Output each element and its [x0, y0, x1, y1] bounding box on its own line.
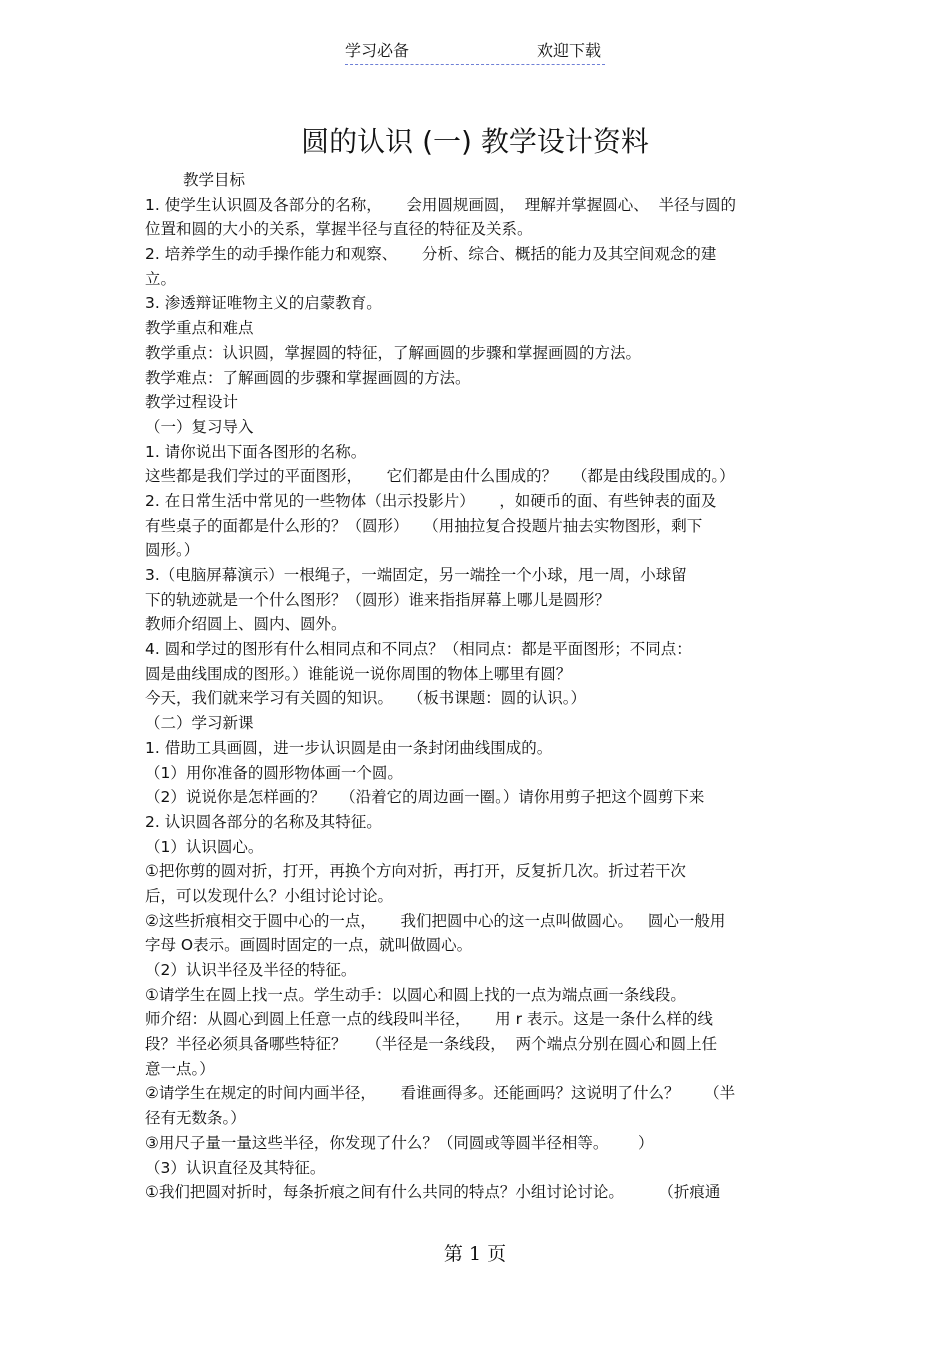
body-line: 后，可以发现什么？小组讨论讨论。 — [145, 886, 394, 905]
body-line: 3. 渗透辩证唯物主义的启蒙教育。 — [145, 294, 382, 313]
body-line: （3）认识直径及其特征。 — [145, 1158, 326, 1177]
body-line: 3.（电脑屏幕演示）一根绳子，一端固定，另一端拴一个小球，甩一周，小球留 — [145, 566, 687, 584]
body-line: （二）学习新课 — [145, 714, 254, 733]
body-line: 1. 请你说出下面各图形的名称。 — [145, 442, 367, 461]
body-line: 字母 O表示。画圆时固定的一点，就叫做圆心。 — [145, 936, 473, 955]
body-line: （2）说说你是怎样画的？ （沿着它的周边画一圈。）请你用剪子把这个圆剪下来 — [145, 788, 705, 807]
body-line: （1）认识圆心。 — [145, 837, 264, 856]
body-line: ③用尺子量一量这些半径，你发现了什么？（同圆或等圆半径相等。 ） — [145, 1133, 654, 1152]
body-line: 教学难点：了解画圆的步骤和掌握画圆的方法。 — [145, 368, 471, 387]
header-left-text: 学习必备 — [345, 41, 410, 60]
body-line: ①把你剪的圆对折，打开，再换个方向对折，再打开，反复折几次。折过若干次 — [145, 862, 686, 881]
body-line: 1. 借助工具画圆，进一步认识圆是由一条封闭曲线围成的。 — [145, 738, 553, 757]
body-line: 圆是曲线围成的图形。）谁能说一说你周围的物体上哪里有圆？ — [145, 664, 572, 683]
body-line: 教学重点：认识圆，掌握圆的特征，了解画圆的步骤和掌握画圆的方法。 — [145, 343, 642, 362]
body-line: 2. 在日常生活中常见的一些物体（出示投影片） ，如硬币的面、有些钟表的面及 — [145, 491, 717, 510]
body-line: 下的轨迹就是一个什么图形？（圆形）谁来指指屏幕上哪儿是圆形？ — [145, 590, 611, 609]
body-line: 立。 — [145, 269, 177, 288]
body-line: 径有无数条。） — [145, 1109, 246, 1128]
body-line: 段？半径必须具备哪些特征？ （半径是一条线段， 两个端点分别在圆心和圆上任 — [145, 1035, 718, 1054]
body-line: ②这些折痕相交于圆中心的一点， 我们把圆中心的这一点叫做圆心。 圆心一般用 — [145, 911, 726, 930]
body-line: 教学过程设计 — [145, 393, 239, 412]
document-title: 圆的认识 (一) 教学设计资料 — [301, 125, 649, 158]
body-line: 意一点。） — [145, 1059, 215, 1078]
body-line: （一）复习导入 — [145, 417, 254, 436]
body-line: 4. 圆和学过的图形有什么相同点和不同点？（相同点：都是平面图形；不同点： — [145, 640, 692, 659]
body-line: （1）用你准备的圆形物体画一个圆。 — [145, 763, 403, 782]
body-line: 教学目标 — [183, 171, 246, 189]
document-body — [145, 168, 810, 1205]
page-number: 第 1 页 — [443, 1243, 507, 1265]
body-line: 2. 认识圆各部分的名称及其特征。 — [145, 812, 382, 831]
body-line: 2. 培养学生的动手操作能力和观察、 分析、综合、概括的能力及其空间观念的建 — [145, 245, 717, 264]
body-line: 今天，我们就来学习有关圆的知识。 （板书课题：圆的认识。） — [145, 689, 587, 708]
body-line: ①我们把圆对折时，每条折痕之间有什么共同的特点？小组讨论讨论。 （折痕通 — [145, 1183, 721, 1202]
body-line: （2）认识半径及半径的特征。 — [145, 961, 357, 979]
body-line: 教师介绍圆上、圆内、圆外。 — [145, 615, 347, 634]
body-line: 这些都是我们学过的平面图形， 它们都是由什么围成的？ （都是由线段围成的。） — [145, 467, 735, 486]
body-line: 师介绍：从圆心到圆上任意一点的线段叫半径， 用 r 表示。这是一条什么样的线 — [145, 1010, 713, 1029]
body-line: 教学重点和难点 — [145, 319, 254, 338]
body-line: ②请学生在规定的时间内画半径， 看谁画得多。还能画吗？这说明了什么？ （半 — [145, 1084, 736, 1103]
body-line: 有些桌子的面都是什么形的？（圆形） （用抽拉复合投题片抽去实物图形，剩下 — [145, 516, 703, 535]
body-line: ①请学生在圆上找一点。学生动手：以圆心和圆上找的一点为端点画一条线段。 — [145, 985, 686, 1004]
header-right-text: 欢迎下载 — [536, 41, 601, 60]
body-line: 圆形。） — [145, 541, 200, 560]
page-header — [345, 40, 605, 65]
body-line: 位置和圆的大小的关系，掌握半径与直径的特征及关系。 — [145, 220, 533, 239]
body-line: 1. 使学生认识圆及各部分的名称， 会用圆规画圆， 理解并掌握圆心、 半径与圆的 — [145, 195, 737, 214]
